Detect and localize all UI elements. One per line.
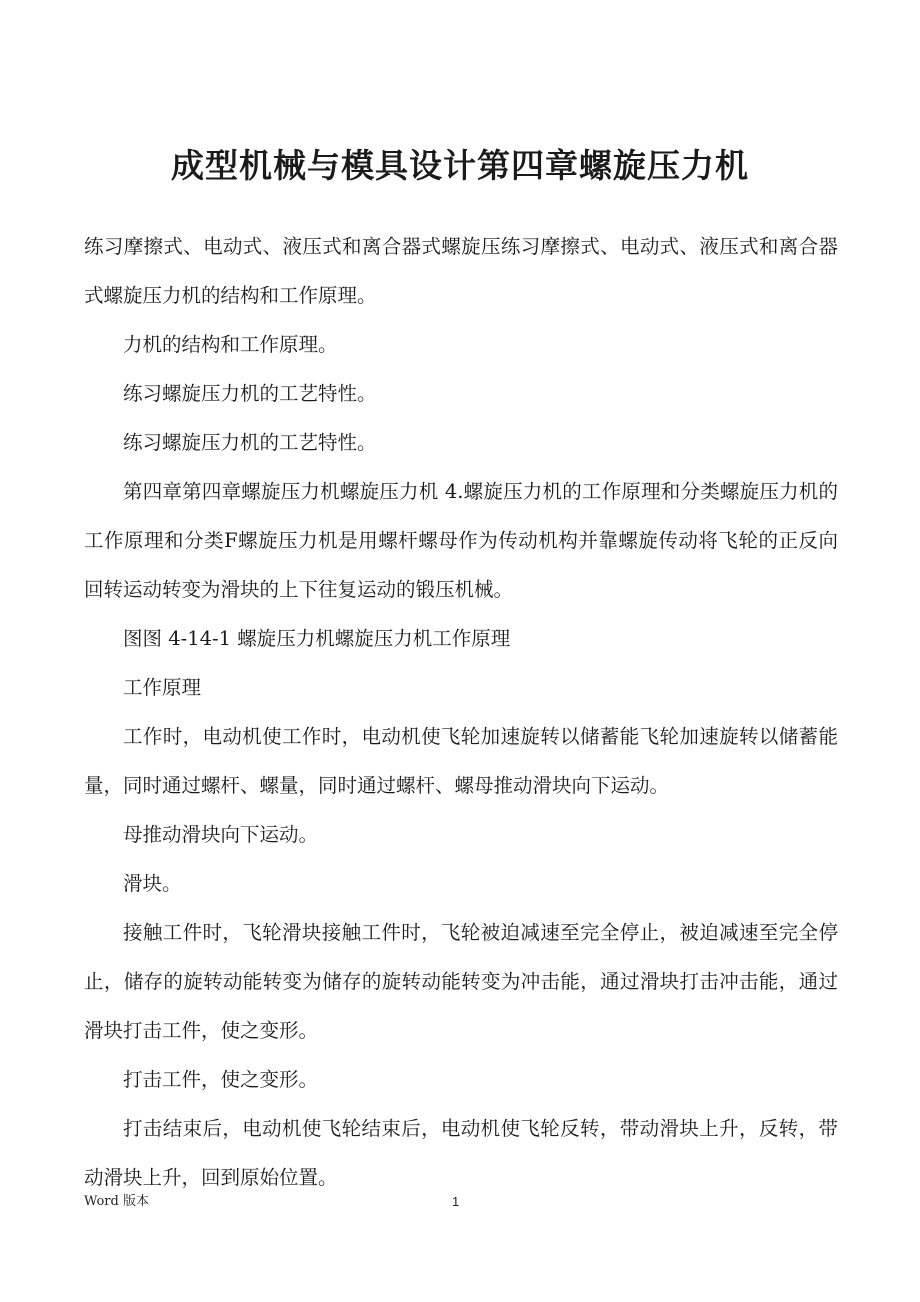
paragraph: 母推动滑块向下运动。 [123,823,319,846]
document-body [84,222,838,1202]
paragraph: 打击结束后，电动机使飞轮结束后，电动机使飞轮反转，带动滑块上升，反转，带动滑块上升，回到原始位置。 [84,1117,838,1189]
paragraph: 接触工件时，飞轮滑块接触工件时，飞轮被迫减速至完全停止，被迫减速至完全停止，储存的旋转动能转变为储存的旋转动能转变为冲击能，通过滑块打击冲击能，通过滑块打击工件，使之变形。 [84,921,838,1042]
paragraph: 第四章第四章螺旋压力机螺旋压力机 4.螺旋压力机的工作原理和分类螺旋压力机的工作原理和分类F螺旋压力机是用螺杆螺母作为传动机构并靠螺旋传动将飞轮的正反向回转运动转变为滑块的上下往复运动的锻压机械。 [84,480,838,601]
page-title: 成型机械与模具设计第四章螺旋压力机 [171,146,749,185]
page-number: 1 [452,1194,460,1209]
footer-label: Word 版本 [84,1194,149,1209]
paragraph: 练习螺旋压力机的工艺特性。 [123,431,377,454]
figure-caption: 图图 4-14-1 螺旋压力机螺旋压力机工作原理 [123,627,511,650]
paragraph: 力机的结构和工作原理。 [123,333,338,356]
paragraph: 打击工件，使之变形。 [123,1068,319,1091]
paragraph: 练习螺旋压力机的工艺特性。 [123,382,377,405]
paragraph: 工作原理 [123,676,202,699]
paragraph: 练习摩擦式、电动式、液压式和离合器式螺旋压练习摩擦式、电动式、液压式和离合器式螺旋压力机的结构和工作原理。 [84,235,838,307]
paragraph: 工作时，电动机使工作时，电动机使飞轮加速旋转以储蓄能飞轮加速旋转以储蓄能量，同时通过螺杆、螺量，同时通过螺杆、螺母推动滑块向下运动。 [84,725,838,797]
paragraph: 滑块。 [123,872,182,895]
